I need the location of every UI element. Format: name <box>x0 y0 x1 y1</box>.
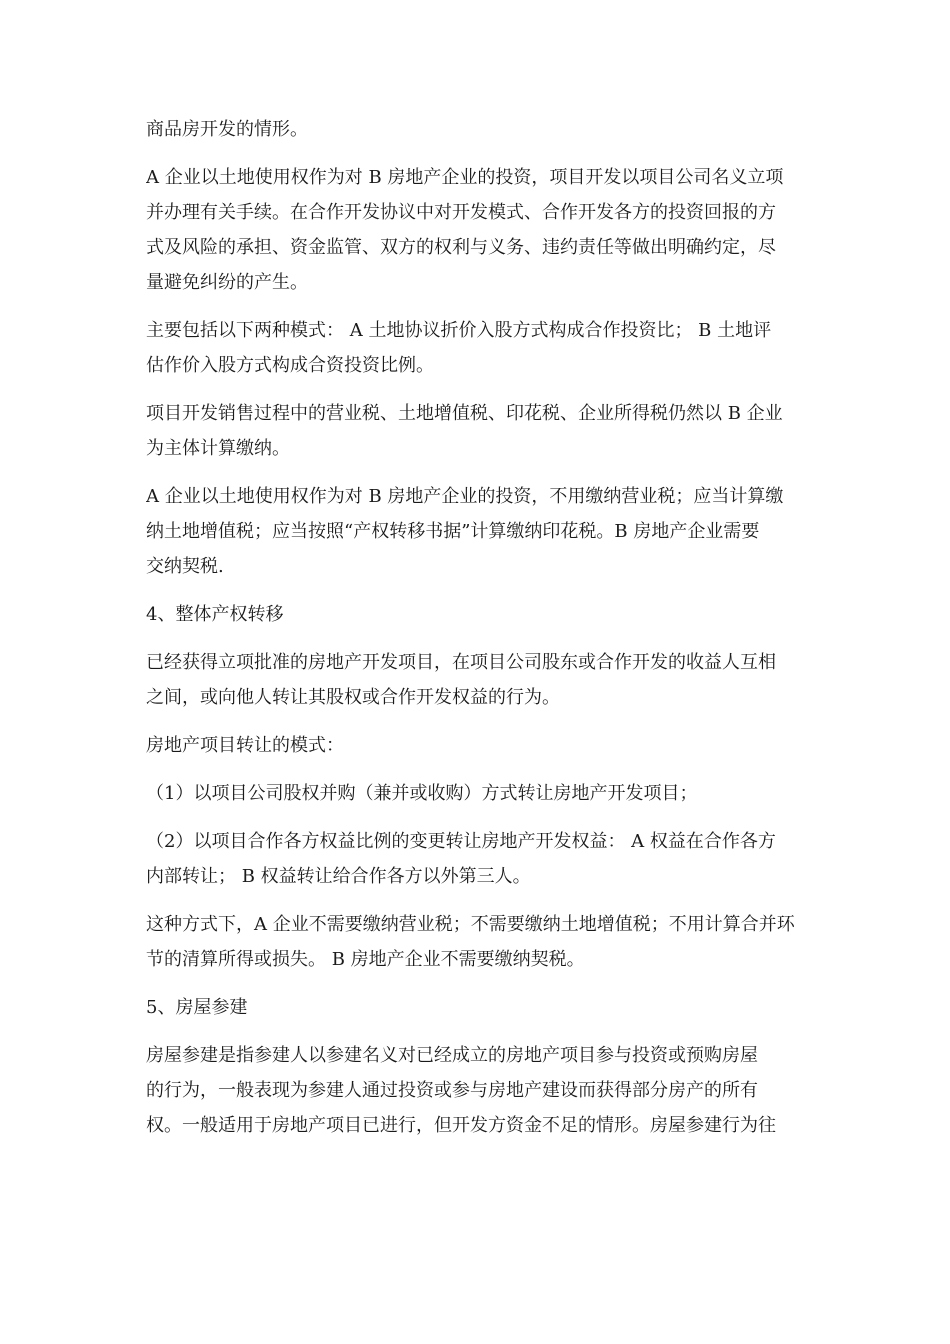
text-line: 权。一般适用于房地产项目已进行，但开发方资金不足的情形。房屋参建行为往 <box>146 1115 776 1136</box>
text-line: 纳土地增值税；应当按照“产权转移书据”计算缴纳印花税。B 房地产企业需要 <box>146 521 760 542</box>
text-line: A 企业以土地使用权作为对 B 房地产企业的投资，项目开发以项目公司名义立项 <box>146 167 784 188</box>
text-line: 并办理有关手续。在合作开发协议中对开发模式、合作开发各方的投资回报的方 <box>146 202 776 223</box>
section-heading-5 <box>146 990 814 1025</box>
text-line: 已经获得立项批准的房地产开发项目，在项目公司股东或合作开发的收益人互相 <box>146 652 776 673</box>
paragraph-transfer-modes-title <box>146 728 814 763</box>
text-line: 之间，或向他人转让其股权或合作开发权益的行为。 <box>146 687 560 708</box>
text-line: 为主体计算缴纳。 <box>146 438 290 459</box>
paragraph-two-modes <box>146 313 814 383</box>
list-item-1 <box>146 776 814 811</box>
text-line: 式及风险的承担、资金监管、双方的权利与义务、违约责任等做出明确约定，尽 <box>146 237 776 258</box>
paragraph-intro-tail <box>146 112 814 147</box>
text-line: 量避免纠纷的产生。 <box>146 272 308 293</box>
text-line: 交纳契税. <box>146 556 224 577</box>
section-heading-4 <box>146 597 814 632</box>
paragraph-tax-subject <box>146 396 814 466</box>
text-line: （1）以项目公司股权并购（兼并或收购）方式转让房地产开发项目； <box>146 783 698 804</box>
text-line: 的行为，一般表现为参建人通过投资或参与房地产建设而获得部分房产的所有 <box>146 1080 758 1101</box>
list-item-2 <box>146 824 814 894</box>
text-line: 这种方式下，A 企业不需要缴纳营业税；不需要缴纳土地增值税；不用计算合并环 <box>146 914 795 935</box>
paragraph-transfer-definition <box>146 645 814 715</box>
document-body <box>146 112 814 1156</box>
paragraph-tax-obligations <box>146 479 814 584</box>
text-line: A 企业以土地使用权作为对 B 房地产企业的投资，不用缴纳营业税；应当计算缴 <box>146 486 784 507</box>
paragraph-land-investment <box>146 160 814 300</box>
text-line: （2）以项目合作各方权益比例的变更转让房地产开发权益： A 权益在合作各方 <box>146 831 776 852</box>
heading-text: 5、房屋参建 <box>146 997 248 1018</box>
text-line: 房地产项目转让的模式： <box>146 735 344 756</box>
paragraph-joint-construction <box>146 1038 814 1143</box>
text-line: 项目开发销售过程中的营业税、土地增值税、印花税、企业所得税仍然以 B 企业 <box>146 403 783 424</box>
text-line: 主要包括以下两种模式： A 土地协议折价入股方式构成合作投资比； B 土地评 <box>146 320 772 341</box>
text-line: 内部转让； B 权益转让给合作各方以外第三人。 <box>146 866 531 887</box>
text-line: 节的清算所得或损失。 B 房地产企业不需要缴纳契税。 <box>146 949 585 970</box>
paragraph-transfer-tax <box>146 907 814 977</box>
text-line: 房屋参建是指参建人以参建名义对已经成立的房地产项目参与投资或预购房屋 <box>146 1045 758 1066</box>
text-line: 估作价入股方式构成合资投资比例。 <box>146 355 434 376</box>
heading-text: 4、整体产权转移 <box>146 604 284 625</box>
text-line: 商品房开发的情形。 <box>146 119 308 140</box>
